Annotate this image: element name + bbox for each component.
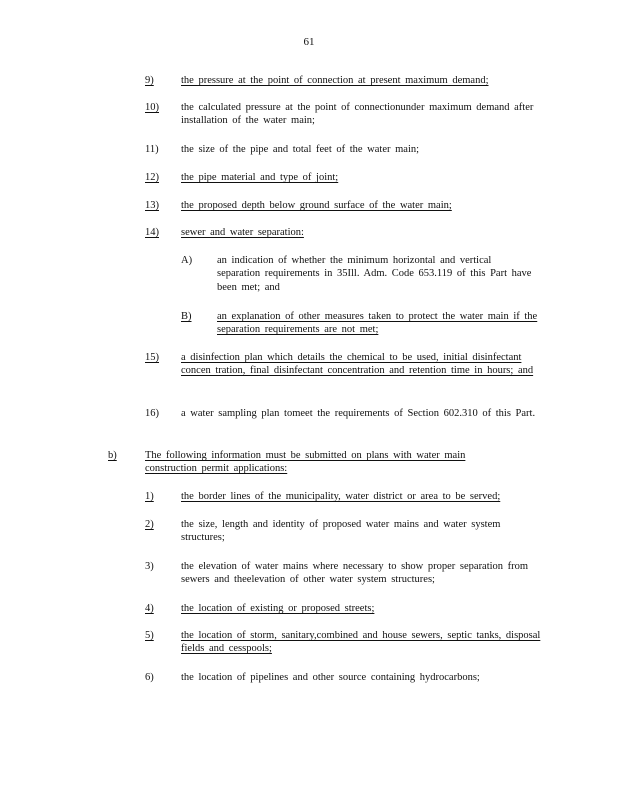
item-label: 10) (145, 102, 159, 113)
item-text: the pressure at the point of connection at present maximum demand; (181, 75, 489, 86)
item-text: an explanation of other measures taken to protect the water main if the separation requirements are not met; (217, 311, 538, 336)
item-label: 11) (145, 144, 159, 155)
item-text: The following information must be submitted on plans with water main construction permit applications: (145, 450, 466, 475)
item-label: B) (181, 311, 192, 322)
item-text: the border lines of the municipality, water district or area to be served; (181, 491, 501, 502)
item-label: 4) (145, 603, 154, 614)
item-text: the location of pipelines and other source containing hydrocarbons; (181, 672, 480, 683)
item-text: an indication of whether the minimum horizontal and vertical separation requirements in 35Ill. Adm. Code 653.119 of this Part have been met; and (217, 255, 532, 293)
item-text: the pipe material and type of joint; (181, 172, 339, 183)
item-label: 16) (145, 408, 159, 419)
item-label: b) (108, 450, 117, 461)
item-label: 1) (145, 491, 154, 502)
item-text: the size, length and identity of proposed water mains and water system structures; (181, 519, 501, 544)
item-text: sewer and water separation: (181, 227, 304, 238)
item-label: 9) (145, 75, 154, 86)
item-text: the size of the pipe and total feet of the water main; (181, 144, 420, 155)
item-text: the elevation of water mains where necessary to show proper separation from sewers and theelevation of other water system structures; (181, 561, 529, 586)
item-text: a water sampling plan tomeet the requirements of Section 602.310 of this Part. (181, 408, 536, 419)
item-label: 2) (145, 519, 154, 530)
item-label: 3) (145, 561, 154, 572)
item-text: the location of storm, sanitary,combined and house sewers, septic tanks, disposal fields and cesspools; (181, 630, 541, 655)
item-label: 14) (145, 227, 159, 238)
item-text: the calculated pressure at the point of connectionunder maximum demand after installation of the water main; (181, 102, 534, 127)
item-label: 5) (145, 630, 154, 641)
item-label: 6) (145, 672, 154, 683)
item-label: 12) (145, 172, 159, 183)
item-text: the location of existing or proposed streets; (181, 603, 375, 614)
item-text: a disinfection plan which details the chemical to be used, initial disinfectant concen tration, final disinfectant concentration and retention time in hours; and (181, 352, 534, 377)
item-text: the proposed depth below ground surface of the water main; (181, 200, 452, 211)
item-label: 13) (145, 200, 159, 211)
page-number: 61 (303, 36, 315, 48)
item-label: 15) (145, 352, 159, 363)
item-label: A) (181, 255, 193, 266)
